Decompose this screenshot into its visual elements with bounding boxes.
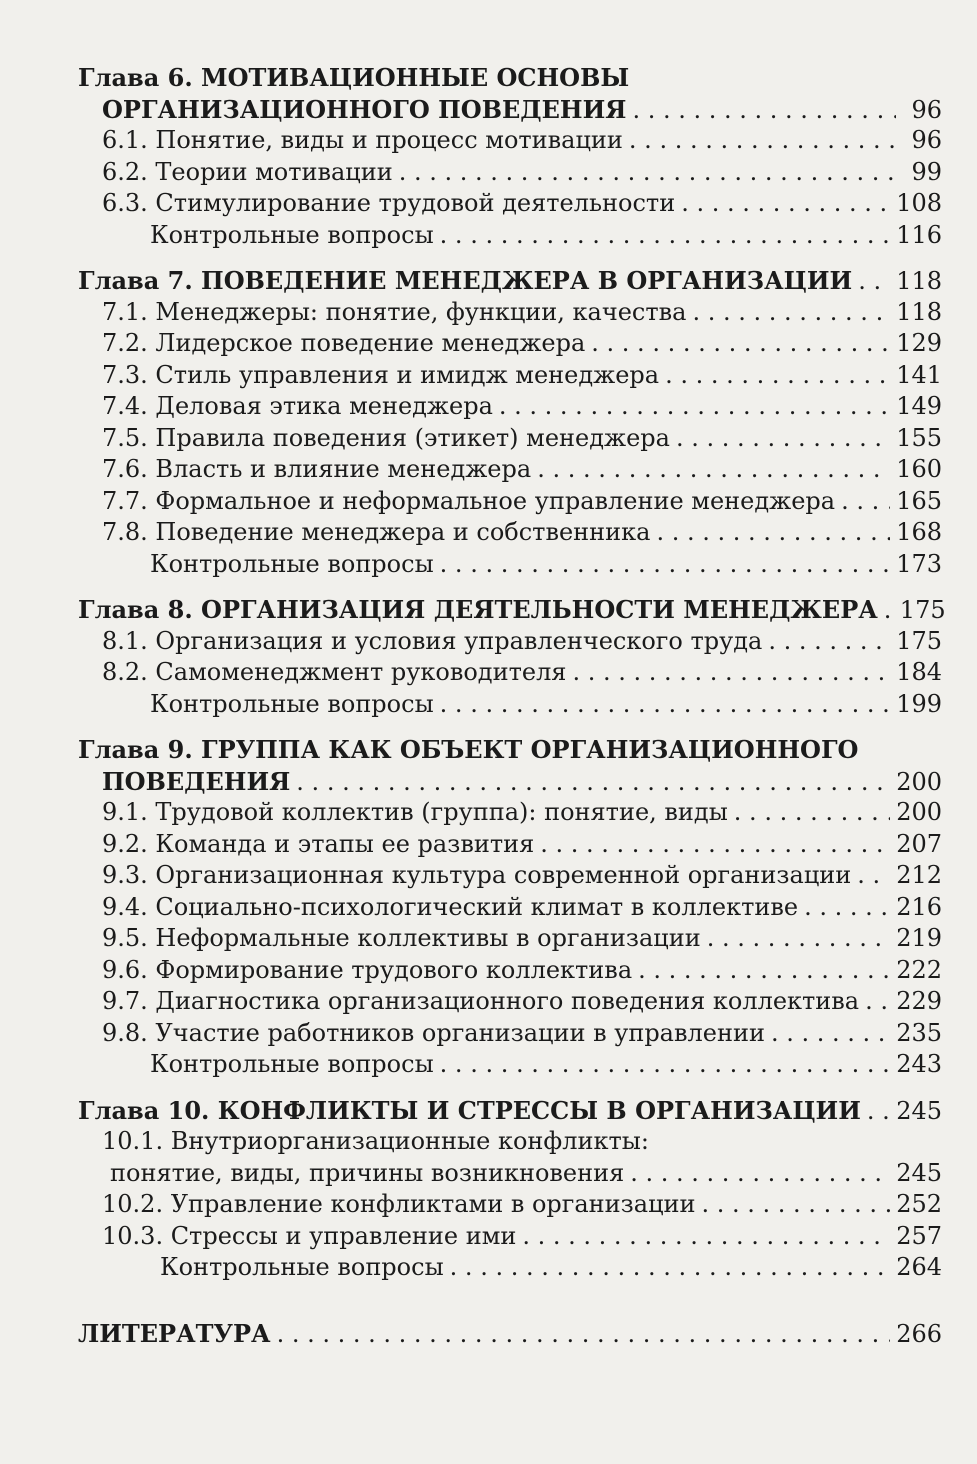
toc-item[interactable]: 8.1. Организация и условия управленческого труда . . . 175 bbox=[78, 626, 942, 658]
page-number: 212 bbox=[896, 861, 942, 889]
page-number: 168 bbox=[896, 518, 942, 546]
literature-heading[interactable]: ЛИТЕРАТУРА . . . 266 bbox=[78, 1318, 942, 1350]
page-number: 245 bbox=[896, 1158, 942, 1187]
page-number: 175 bbox=[899, 596, 946, 624]
toc-item[interactable]: 7.3. Стиль управления и имидж менеджера . . . 141 bbox=[78, 360, 942, 392]
page-number: 235 bbox=[896, 1018, 942, 1047]
toc-item[interactable]: 6.2. Теории мотивации . . . 99 bbox=[78, 157, 942, 189]
page-number: 257 bbox=[896, 1221, 942, 1250]
toc-item[interactable]: 7.4. Деловая этика менеджера . . . 149 bbox=[78, 391, 942, 423]
page-number: 200 bbox=[896, 767, 942, 796]
toc-item[interactable]: 7.2. Лидерское поведение менеджера . . . 129 bbox=[78, 328, 942, 360]
page-number: 199 bbox=[896, 689, 942, 718]
page-number: 160 bbox=[896, 455, 942, 483]
toc-item[interactable]: 6.3. Стимулирование трудовой деятельности . . . 108 bbox=[78, 188, 942, 220]
page-number: 207 bbox=[896, 829, 942, 858]
toc-item[interactable]: 7.5. Правила поведения (этикет) менеджера . . . 155 bbox=[78, 423, 942, 455]
page-number: 222 bbox=[896, 955, 942, 984]
page-number: 141 bbox=[896, 360, 942, 389]
page-number: 243 bbox=[896, 1050, 942, 1078]
chapter-6-heading[interactable]: ОРГАНИЗАЦИОННОГО ПОВЕДЕНИЯ . . . 96 bbox=[78, 94, 942, 126]
chapter-7-heading[interactable]: Глава 7. ПОВЕДЕНИЕ МЕНЕДЖЕРА В ОРГАНИЗАЦИИ . . . 118 bbox=[78, 265, 942, 297]
chapter-6-title-line1: Глава 6. МОТИВАЦИОННЫЕ ОСНОВЫ bbox=[78, 63, 630, 92]
toc-item[interactable]: 9.7. Диагностика организационного поведения коллектива . . . 229 bbox=[78, 986, 942, 1018]
page-number: 175 bbox=[896, 626, 942, 655]
page-number: 118 bbox=[896, 267, 942, 295]
toc-item[interactable]: Контрольные вопросы . . . 264 bbox=[78, 1252, 942, 1284]
toc-item[interactable]: Контрольные вопросы . . . 243 bbox=[78, 1049, 942, 1081]
page-number: 216 bbox=[896, 892, 942, 921]
page-number: 149 bbox=[896, 392, 942, 420]
toc-item[interactable]: Контрольные вопросы . . . 199 bbox=[78, 689, 942, 721]
page-number: 99 bbox=[911, 157, 942, 186]
toc-item[interactable]: 7.6. Власть и влияние менеджера . . . 160 bbox=[78, 454, 942, 486]
toc-item[interactable]: 9.8. Участие работников организации в управлении . . . 235 bbox=[78, 1018, 942, 1050]
toc-item[interactable]: 8.2. Самоменеджмент руководителя . . . 184 bbox=[78, 657, 942, 689]
page-number: 219 bbox=[896, 924, 942, 952]
toc-item[interactable]: 7.8. Поведение менеджера и собственника . . . 168 bbox=[78, 517, 942, 549]
toc-item-line1[interactable]: 10.1. Внутриорганизационные конфликты: bbox=[102, 1127, 649, 1155]
page-number: 245 bbox=[896, 1096, 942, 1125]
page-number: 252 bbox=[896, 1190, 942, 1218]
toc-item[interactable]: 6.1. Понятие, виды и процесс мотивации . . . 96 bbox=[78, 125, 942, 157]
page-number: 264 bbox=[896, 1253, 942, 1281]
toc-item[interactable]: 9.3. Организационная культура современной организации . . . 212 bbox=[78, 860, 942, 892]
chapter-10-heading[interactable]: Глава 10. КОНФЛИКТЫ И СТРЕССЫ В ОРГАНИЗАЦИИ . . . 245 bbox=[78, 1095, 942, 1127]
toc-item[interactable]: 7.1. Менеджеры: понятие, функции, качества . . . 118 bbox=[78, 297, 942, 329]
page-number: 108 bbox=[896, 189, 942, 217]
page-number: 96 bbox=[911, 126, 942, 154]
toc-item[interactable]: 7.7. Формальное и неформальное управление менеджера . . . 165 bbox=[78, 486, 942, 518]
toc-item[interactable]: 9.5. Неформальные коллективы в организации . . . 219 bbox=[78, 923, 942, 955]
page-number: 173 bbox=[896, 549, 942, 578]
toc-item[interactable]: 9.6. Формирование трудового коллектива . . . 222 bbox=[78, 955, 942, 987]
page-number: 184 bbox=[896, 658, 942, 686]
chapter-9-heading[interactable]: ПОВЕДЕНИЯ . . . 200 bbox=[78, 766, 942, 798]
page-number: 165 bbox=[896, 486, 942, 515]
toc-item-line2[interactable]: понятие, виды, причины возникновения . . . 245 bbox=[78, 1158, 942, 1190]
page-number: 118 bbox=[896, 297, 942, 326]
page-number: 155 bbox=[896, 423, 942, 452]
page-number: 96 bbox=[911, 95, 942, 124]
toc-item[interactable]: Контрольные вопросы . . . 116 bbox=[78, 220, 942, 252]
toc-item[interactable]: 9.4. Социально-психологический климат в коллективе . . . 216 bbox=[78, 892, 942, 924]
table-of-contents bbox=[78, 62, 946, 1349]
toc-item[interactable]: 9.1. Трудовой коллектив (группа): понятие, виды . . . 200 bbox=[78, 797, 942, 829]
leader-dots bbox=[632, 95, 896, 127]
toc-item[interactable]: 9.2. Команда и этапы ее развития . . . 207 bbox=[78, 829, 942, 861]
page-number: 200 bbox=[896, 798, 942, 826]
toc-item[interactable]: 10.3. Стрессы и управление ими . . . 257 bbox=[78, 1221, 942, 1253]
toc-item[interactable]: Контрольные вопросы . . . 173 bbox=[78, 549, 942, 581]
page-number: 229 bbox=[896, 987, 942, 1015]
page-number: 116 bbox=[896, 220, 942, 249]
page-number: 129 bbox=[896, 329, 942, 357]
chapter-8-heading[interactable]: Глава 8. ОРГАНИЗАЦИЯ ДЕЯТЕЛЬНОСТИ МЕНЕДЖЕРА . . . 175 bbox=[78, 594, 942, 626]
chapter-9-title-line1: Глава 9. ГРУППА КАК ОБЪЕКТ ОРГАНИЗАЦИОННОГО bbox=[78, 735, 859, 764]
page-number: 266 bbox=[896, 1319, 942, 1348]
toc-item[interactable]: 10.2. Управление конфликтами в организации . . . 252 bbox=[78, 1189, 942, 1221]
